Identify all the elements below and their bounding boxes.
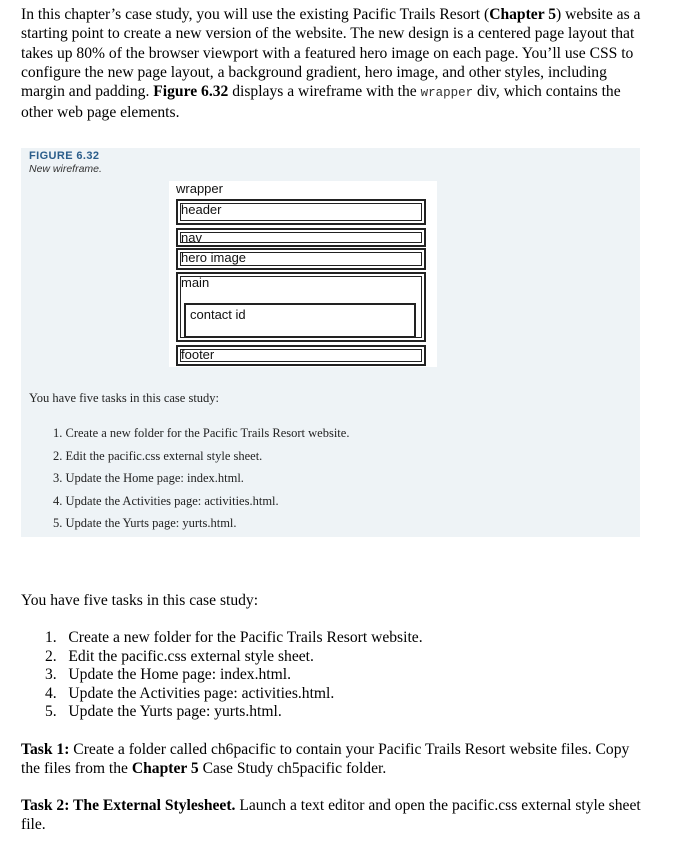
wireframe-wrapper	[169, 181, 437, 367]
tasks-lead: You have five tasks in this case study:	[21, 592, 259, 609]
wireframe-nav-label: nav	[181, 230, 202, 245]
wireframe-hero-label: hero image	[181, 250, 247, 265]
task2-text: Launch a text editor and open the pacific.css external style sheet file.	[21, 797, 641, 834]
figure-task-item: 3. Update the Home page: index.html.	[53, 471, 244, 486]
task1-label: Task 1:	[21, 741, 70, 758]
wireframe-header	[176, 199, 426, 225]
wireframe-hero-image	[176, 248, 426, 270]
figure-task-item: 4. Update the Activities page: activities.html.	[53, 493, 279, 508]
task1-paragraph	[21, 740, 651, 779]
task-item: 4. Update the Activities page: activities.html.	[45, 684, 335, 702]
task1-chapter-ref: Chapter 5	[131, 760, 199, 778]
figure-label: FIGURE 6.32	[29, 150, 100, 162]
intro-figure-ref: Figure 6.32	[153, 83, 229, 101]
wireframe-header-label: header	[181, 202, 222, 217]
task-list	[45, 629, 423, 722]
intro-text: ) website as a starting point to create a new version of the website. The new design is a centered page layout that takes up 80% of the browser viewport with a featured hero image on each page. You’ll use CSS to configure the new page layout, a background gradient, hero image, and other styles, including margin and padding.	[21, 6, 641, 101]
figure-task-item: 5. Update the Yurts page: yurts.html.	[53, 516, 237, 531]
task-item: 1. Create a new folder for the Pacific Trails Resort website.	[45, 629, 423, 646]
wireframe-main	[176, 272, 426, 342]
figure-caption: New wireframe.	[29, 163, 102, 175]
intro-text: displays a wireframe with the	[228, 83, 421, 101]
wireframe-contact-label: contact id	[190, 307, 246, 322]
intro-paragraph	[21, 5, 651, 123]
task1-text: Case Study ch5pacific folder.	[198, 760, 387, 778]
task2-paragraph	[21, 796, 651, 835]
intro-text: div, which contains the other web page elements.	[21, 83, 621, 122]
figure-lead-text: You have five tasks in this case study:	[29, 391, 220, 405]
wireframe-contact	[184, 303, 416, 338]
task2-label: Task 2: The External Stylesheet.	[21, 797, 236, 814]
task-item: 3. Update the Home page: index.html.	[45, 666, 291, 684]
task-item: 2. Edit the pacific.css external style sheet.	[45, 647, 314, 665]
wireframe-main-label: main	[181, 275, 210, 290]
wireframe-nav	[176, 228, 426, 247]
task1-text: Create a folder called ch6pacific to contain your Pacific Trails Resort website files. Copy the files from the	[21, 741, 630, 778]
figure-task-list	[53, 426, 349, 539]
wireframe-footer	[176, 345, 426, 366]
intro-code-wrapper: wrapper	[420, 86, 474, 101]
figure-task-item: 2. Edit the pacific.css external style sheet.	[53, 448, 263, 463]
figure-task-item: 1. Create a new folder for the Pacific Trails Resort website.	[53, 426, 350, 440]
task-item: 5. Update the Yurts page: yurts.html.	[45, 703, 282, 721]
wireframe-wrapper-label: wrapper	[176, 181, 223, 196]
wireframe-footer-label: footer	[181, 347, 215, 362]
intro-chapter-ref: Chapter 5	[489, 6, 557, 23]
figure-image	[21, 148, 640, 537]
intro-text: In this chapter’s case study, you will use the existing Pacific Trails Resort (	[21, 6, 490, 23]
